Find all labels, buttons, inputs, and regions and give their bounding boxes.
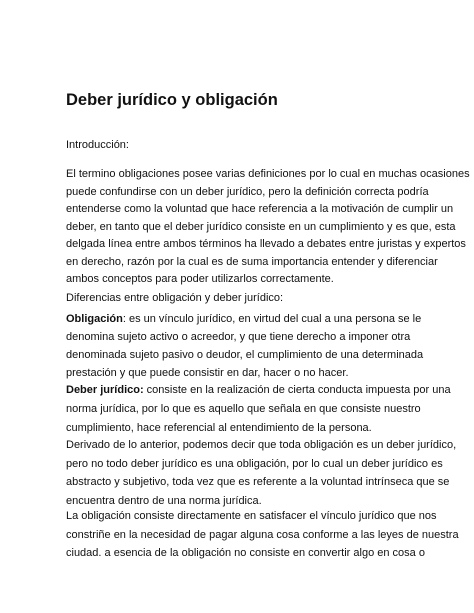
paragraph-line: La obligación consiste directamente en satisfacer el vínculo jurídico que nos	[66, 510, 437, 522]
paragraph-line: Diferencias entre obligación y deber jurídico:	[66, 292, 284, 304]
paragraph-line: denomina sujeto activo o acreedor, y que tiene derecho a imponer otra	[66, 331, 411, 343]
paragraph-line: norma jurídica, por lo que es aquello que señala en que consiste nuestro	[66, 403, 421, 415]
paragraph-line: abstracto y subjetivo, toda vez que es referente a la voluntad intrínseca que se	[66, 476, 450, 488]
paragraph-line: Derivado de lo anterior, podemos decir que toda obligación es un deber jurídico,	[66, 439, 457, 451]
paragraph-line: deber, en tanto que el deber jurídico consiste en un cumplimiento y es que, esta	[66, 220, 456, 233]
deber-definition	[66, 381, 451, 438]
document-title: Deber jurídico y obligación	[66, 91, 278, 109]
paragraph-line: constriñe en la necesidad de pagar alguna cosa conforme a las leyes de nuestra	[66, 528, 459, 541]
paragraph-line: ciudad. a esencia de la obligación no consiste en convertir algo en cosa o	[66, 547, 425, 559]
definition-text: : es un vínculo jurídico, en virtud del cual a una persona se le	[122, 313, 422, 325]
definition-first-line	[66, 310, 423, 328]
paragraph-line: en derecho, razón por la cual es de suma importancia entender y diferenciar	[66, 255, 438, 268]
definition-first-line	[66, 381, 451, 400]
obligacion-consiste-paragraph	[66, 507, 459, 563]
paragraph-line: denominada sujeto pasivo o deudor, el cumplimiento de una determinada	[66, 349, 424, 361]
derivado-paragraph	[66, 436, 456, 510]
paragraph-line: encuentra dentro de una norma jurídica.	[66, 494, 262, 507]
intro-paragraph	[66, 166, 470, 289]
paragraph-line: cumplimiento, hace referencial al entendimiento de la persona.	[66, 422, 372, 434]
obligacion-term: Obligación	[66, 313, 123, 325]
definition-text: consiste en la realización de cierta conducta impuesta por una	[143, 384, 451, 396]
paragraph-line: ambos conceptos para poder utilizarlos correctamente.	[66, 273, 334, 285]
paragraph-line: El termino obligaciones posee varias definiciones por lo cual en muchas ocasiones	[66, 168, 470, 180]
paragraph-line: entenderse como la voluntad que hace referencia a la motivación de cumplir un	[66, 203, 454, 215]
paragraph-line: puede confundirse con un deber jurídico, pero la definición correcta podría	[66, 185, 429, 198]
paragraph-line: pero no todo deber jurídico es una obligación, por lo cual un deber jurídico es	[66, 457, 443, 470]
paragraph-line: prestación y que puede consistir en dar, hacer o no hacer.	[66, 367, 349, 379]
paragraph-line: delgada línea entre ambos términos ha llevado a debates entre juristas y expertos	[66, 238, 466, 250]
deber-term: Deber jurídico:	[66, 384, 144, 396]
differences-heading	[66, 288, 283, 308]
obligacion-definition	[66, 310, 423, 382]
intro-heading: Introducción:	[66, 139, 129, 151]
